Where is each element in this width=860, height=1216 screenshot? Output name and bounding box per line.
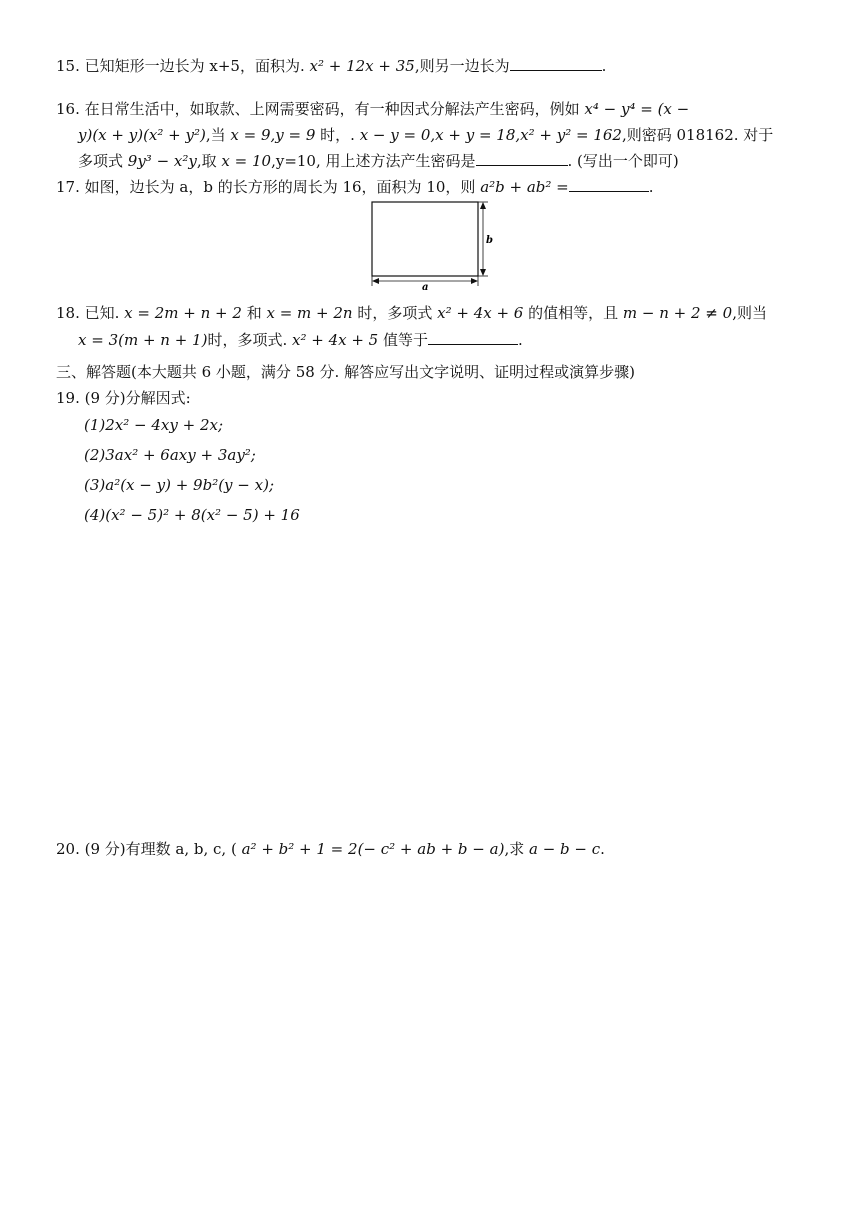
- question-15: 15. 已知矩形一边长为 x+5，面积为. x² + 12x + 35,则另一边长为 .: [56, 57, 607, 75]
- arrow-right-icon: [471, 278, 478, 284]
- question-16-line-1: 16. 在日常生活中，如取款、上网需要密码，有一种因式分解法产生密码，例如 x⁴ − y⁴ = (x −: [56, 100, 690, 118]
- question-18-line-2: x = 3(m + n + 1)时，多项式. x² + 4x + 5 值等于 .: [78, 331, 523, 349]
- answer-blank[interactable]: [569, 177, 649, 192]
- arrow-down-icon: [480, 269, 486, 276]
- rectangle: [372, 202, 478, 276]
- question-19-item-4: (4)(x² − 5)² + 8(x² − 5) + 16: [84, 506, 300, 524]
- question-19-item-1: (1)2x² − 4xy + 2x;: [84, 416, 224, 434]
- arrow-left-icon: [372, 278, 379, 284]
- question-16-line-2: y)(x + y)(x² + y²),当 x = 9,y = 9 时，. x − y = 0,x + y = 18,x² + y² = 162,则密码 018162. 对于: [78, 126, 774, 144]
- question-18-line-1: 18. 已知. x = 2m + n + 2 和 x = m + 2n 时，多项式 x² + 4x + 6 的值相等，且 m − n + 2 ≠ 0,则当: [56, 304, 767, 322]
- math-expr: x² + 12x + 35: [309, 57, 415, 75]
- label-a: a: [422, 282, 429, 290]
- question-20: 20. (9 分)有理数 a, b, c, ( a² + b² + 1 = 2(− c² + ab + b − a),求 a − b − c.: [56, 840, 605, 858]
- question-19-heading: 19. (9 分)分解因式:: [56, 389, 191, 407]
- question-17: 17. 如图，边长为 a，b 的长方形的周长为 16，面积为 10，则 a²b + ab² = .: [56, 178, 654, 196]
- answer-blank[interactable]: [510, 56, 602, 71]
- rectangle-figure: [368, 198, 498, 290]
- section-3-heading: 三、解答题(本大题共 6 小题，满分 58 分. 解答应写出文字说明、证明过程或演算步骤): [56, 363, 635, 381]
- question-19-item-2: (2)3ax² + 6axy + 3ay²;: [84, 446, 256, 464]
- question-19-item-3: (3)a²(x − y) + 9b²(y − x);: [84, 476, 275, 494]
- answer-blank[interactable]: [428, 330, 518, 345]
- question-16-line-3: 多项式 9y³ − x²y,取 x = 10,y=10, 用上述方法产生密码是 . (写出一个即可): [78, 152, 679, 170]
- label-b: b: [486, 235, 493, 246]
- answer-blank[interactable]: [476, 151, 568, 166]
- arrow-up-icon: [480, 202, 486, 209]
